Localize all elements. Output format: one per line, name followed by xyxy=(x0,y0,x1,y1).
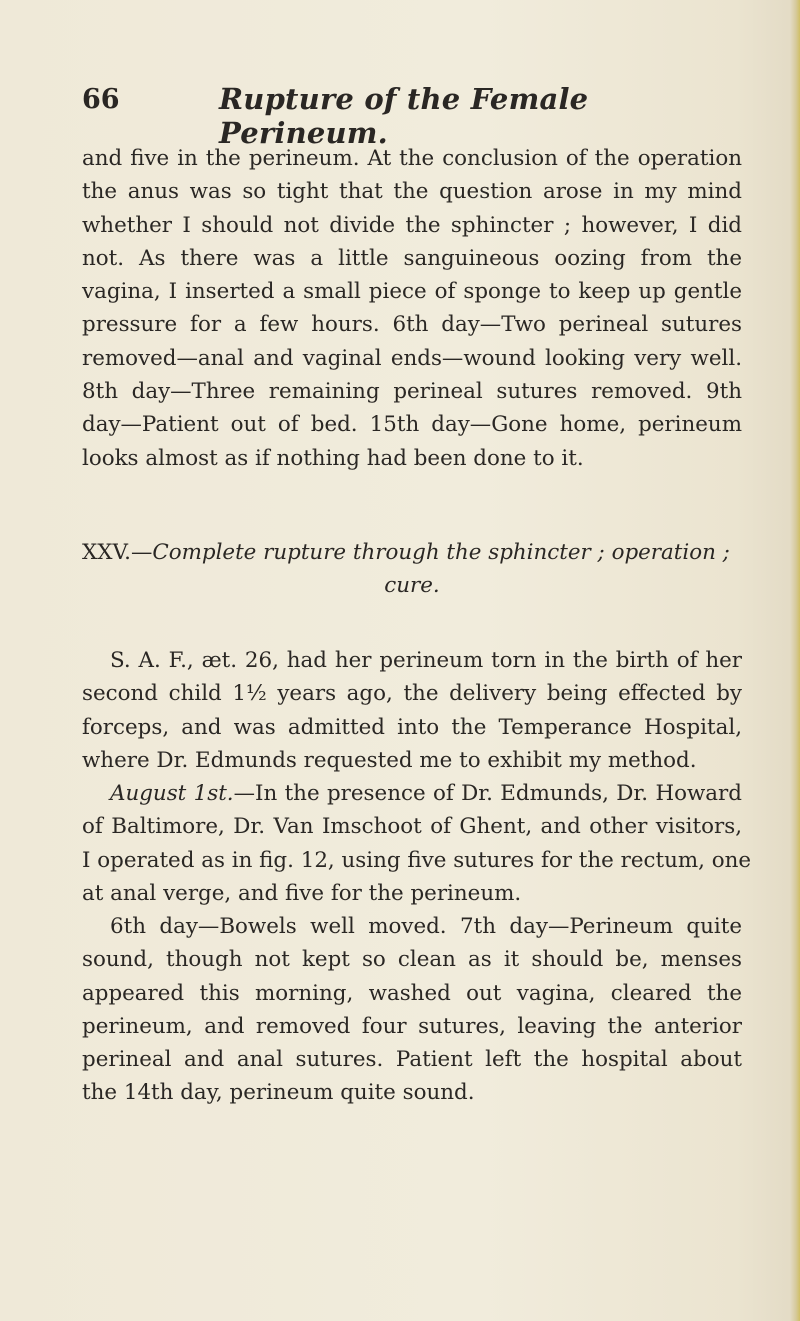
case-title-continued: cure. xyxy=(384,573,440,599)
text-line: and five in the perineum. At the conclusion of the operation xyxy=(82,146,742,171)
text-line: pressure for a few hours. 6th day—Two perineal sutures xyxy=(82,312,742,338)
text-line: 6th day—Bowels well moved. 7th day—Perineum quite xyxy=(110,914,742,939)
text-line: at anal verge, and five for the perineum. xyxy=(82,880,522,906)
case-heading xyxy=(82,536,742,603)
followup-paragraph xyxy=(82,910,742,1110)
text-line: the 14th day, perineum quite sound. xyxy=(82,1080,475,1106)
entry-text: —In the presence of Dr. Edmunds, Dr. Howard xyxy=(233,781,742,806)
text-line: day—Patient out of bed. 15th day—Gone home, perineum xyxy=(82,412,742,438)
text-line: forceps, and was admitted into the Temperance Hospital, xyxy=(82,714,742,740)
case-history-paragraph xyxy=(82,644,742,777)
case-title: Complete rupture through the sphincter ; operation ; xyxy=(152,540,730,565)
text-line: second child 1½ years ago, the delivery being effected by xyxy=(82,681,742,707)
case-number: XXV.— xyxy=(82,540,153,565)
page-edge xyxy=(790,0,800,1321)
running-title: Rupture of the Female Perineum. xyxy=(219,82,589,150)
text-line: vagina, I inserted a small piece of sponge to keep up gentle xyxy=(82,279,742,305)
paragraph-continuation xyxy=(82,142,742,475)
text-line: not. As there was a little sanguineous oozing from the xyxy=(82,245,742,271)
operation-paragraph xyxy=(82,777,752,910)
case-heading-line xyxy=(82,536,742,569)
text-line: perineal and anal sutures. Patient left the hospital about xyxy=(82,1047,742,1073)
page-header xyxy=(82,76,742,150)
text-line: the anus was so tight that the question arose in my mind xyxy=(82,179,742,205)
text-line: looks almost as if nothing had been done to it. xyxy=(82,445,584,471)
entry-date: August 1st. xyxy=(110,781,234,806)
text-line: perineum, and removed four sutures, leaving the anterior xyxy=(82,1013,742,1039)
text-line xyxy=(82,777,742,810)
text-line: where Dr. Edmunds requested me to exhibit my method. xyxy=(82,747,697,773)
text-line: S. A. F., æt. 26, had her perineum torn in the birth of her xyxy=(110,648,742,673)
text-line: I operated as in fig. 12, using five sutures for the rectum, one xyxy=(82,847,752,873)
text-line: appeared this morning, washed out vagina, cleared the xyxy=(82,980,742,1006)
text-line: sound, though not kept so clean as it should be, menses xyxy=(82,947,742,973)
text-line: of Baltimore, Dr. Van Imschoot of Ghent, and other visitors, xyxy=(82,814,742,840)
text-line: 8th day—Three remaining perineal sutures removed. 9th xyxy=(82,379,742,405)
text-line: whether I should not divide the sphincter ; however, I did xyxy=(82,212,742,238)
text-line: removed—anal and vaginal ends—wound looking very well. xyxy=(82,345,742,371)
page-number: 66 xyxy=(82,84,120,115)
